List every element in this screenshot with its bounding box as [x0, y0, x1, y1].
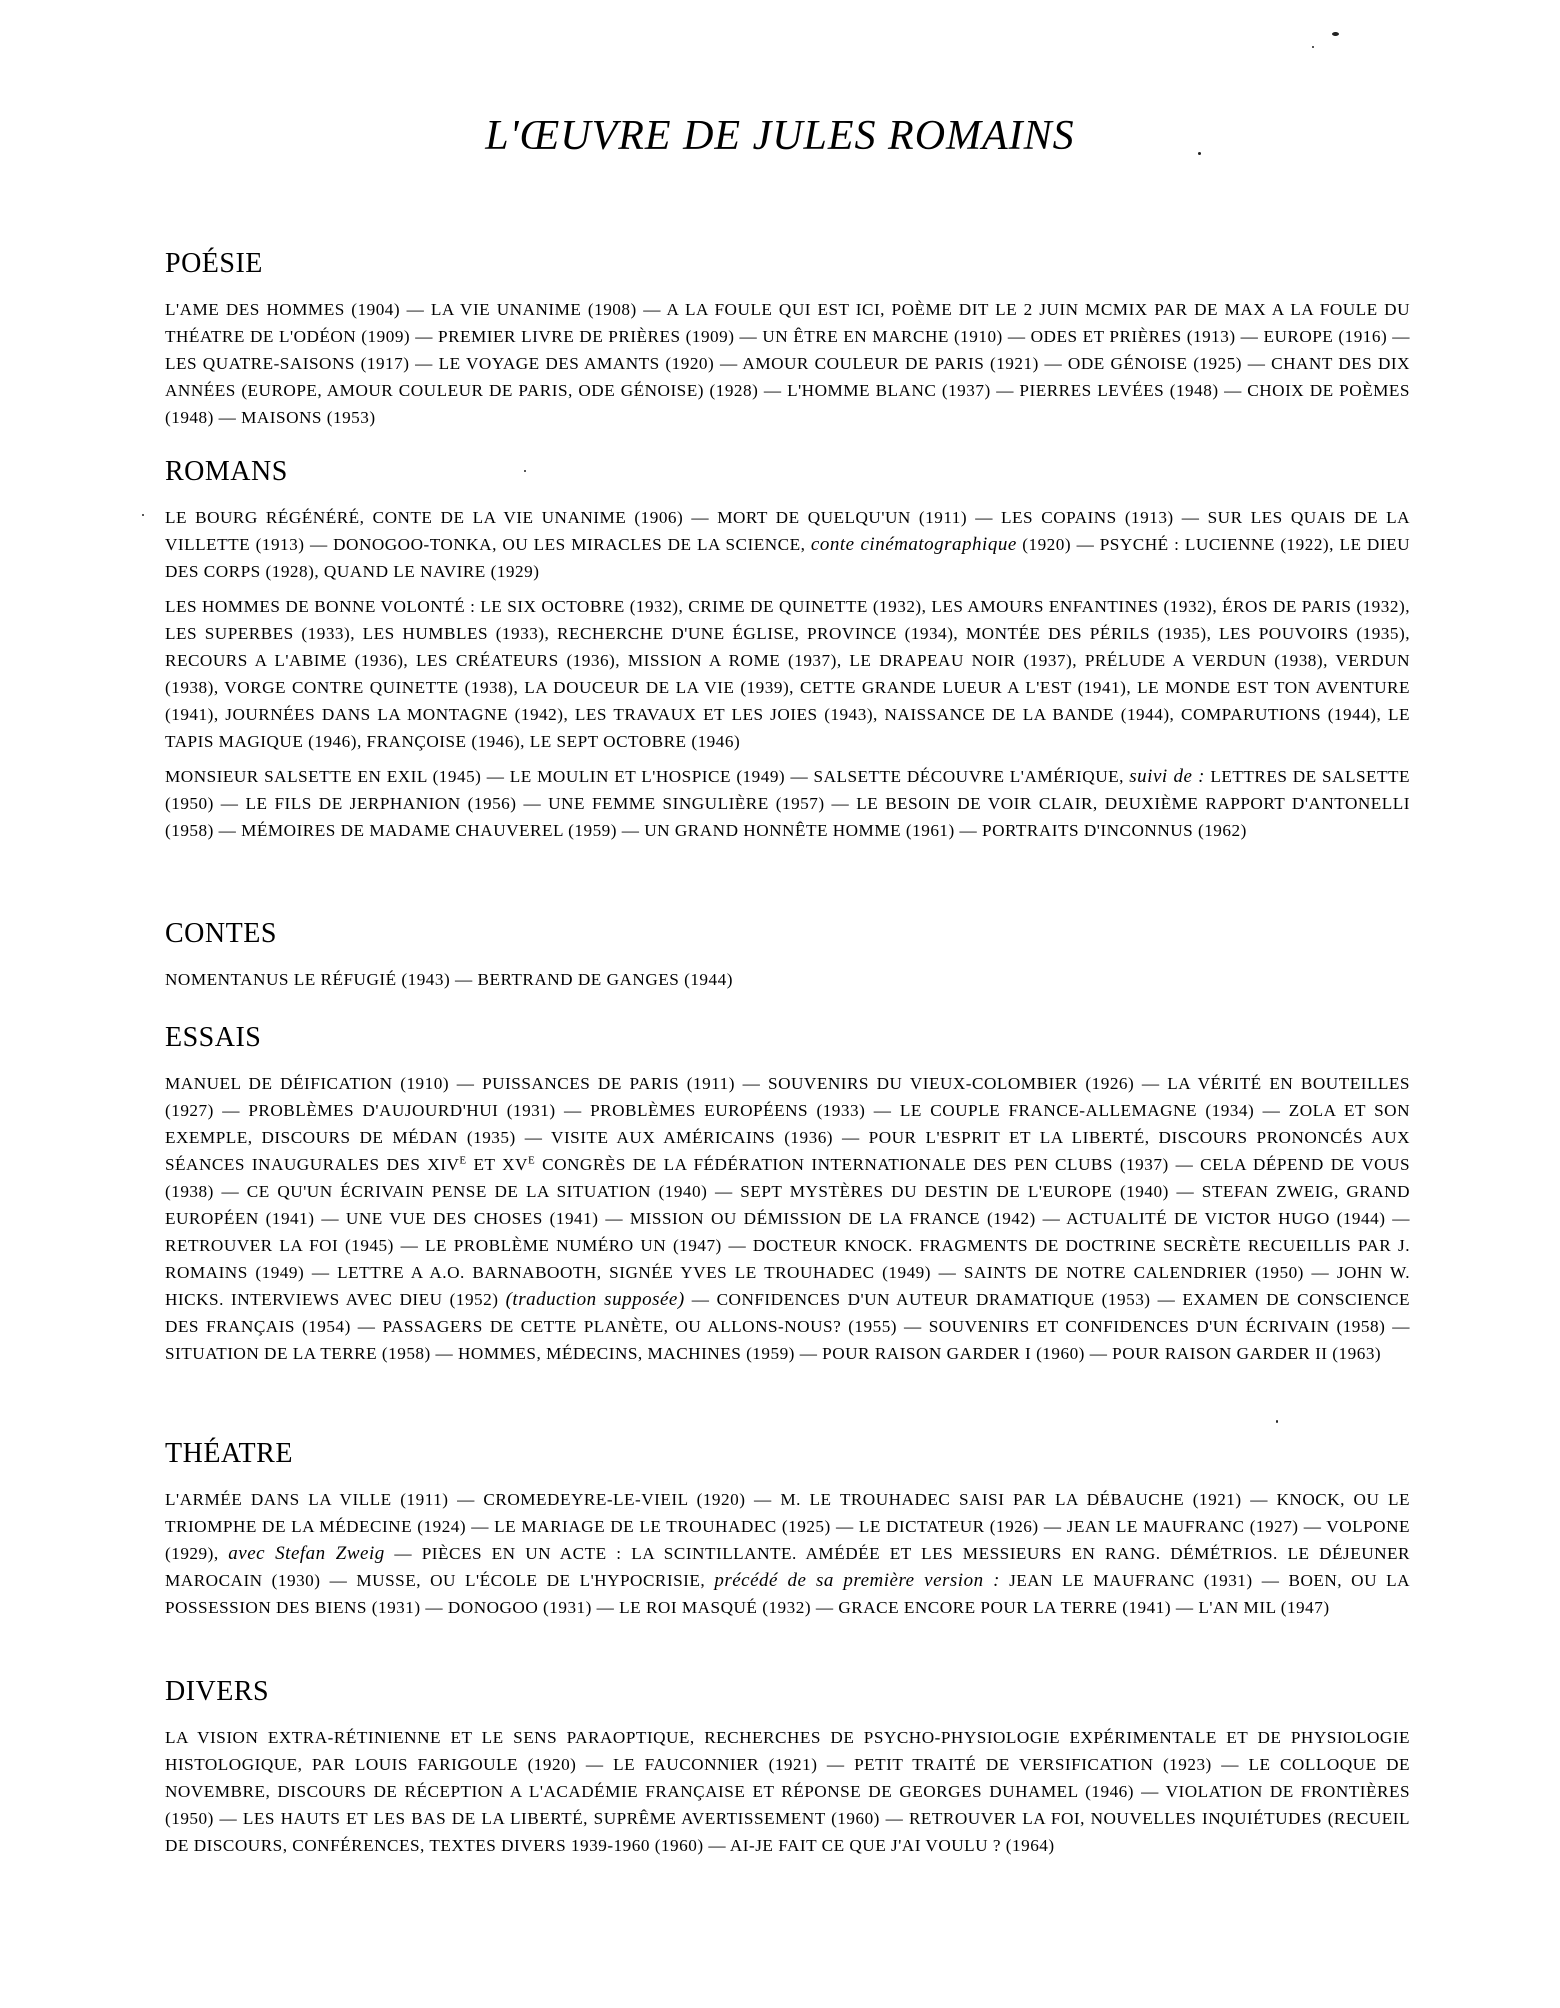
essais-text-a: MANUEL DE DÉIFICATION (1910) — PUISSANCES DE PARIS (1911) — SOUVENIRS DU VIEUX-COLOMBIER (1926) — LA VÉRITÉ EN BOUTEILLES (1927) — PROBLÈMES D'AUJOURD'HUI (1931) — PROBLÈMES EUROPÉENS (1933) — LE COUPLE FRANCE-ALLEMAGNE (1934) — ZOLA ET SON EXEMPLE, DISCOURS DE MÉDAN (1935) — VISITE AUX AMÉRICAINS (1936) — POUR L'ESPRIT ET LA LIBERTÉ, DISCOURS PRONONCÉS AUX SÉANCES INAUGURALES DES XIV [165, 1074, 1410, 1174]
essais-sup-1: E [459, 1154, 467, 1167]
essais-sup-2: E [527, 1154, 536, 1167]
essais-list [165, 1070, 1410, 1367]
section-heading-poesie: POÉSIE [165, 248, 263, 279]
scan-speck [1312, 46, 1314, 48]
section-divers [165, 1676, 1410, 1867]
romans-p3-italic: suivi de : [1129, 766, 1206, 787]
theatre-text-b: — PIÈCES EN UN ACTE : LA SCINTILLANTE. AMÉDÉE ET LES MESSIEURS EN RANG. DÉMÉTRIOS. LE DÉJEUNER MAROCAIN (1930) — MUSSE, OU L'ÉCOLE DE L'HYPOCRISIE, [165, 1544, 1411, 1590]
essais-text-b: ET XV [473, 1155, 528, 1174]
scan-speck [1198, 152, 1201, 155]
essais-italic: (traduction supposée) [505, 1289, 685, 1310]
romans-p1-text-a: LE BOURG RÉGÉNÉRÉ, CONTE DE LA VIE UNANIME (1906) — MORT DE QUELQU'UN (1911) — LES COPAINS (1913) — SUR LES QUAIS DE LA VILLETTE (1913) — DONOGOO-TONKA, OU LES MIRACLES DE LA SCIENCE, [165, 508, 1410, 554]
theatre-text-a: L'ARMÉE DANS LA VILLE (1911) — CROMEDEYRE-LE-VIEIL (1920) — M. LE TROUHADEC SAISI PAR LA DÉBAUCHE (1921) — KNOCK, OU LE TRIOMPHE DE LA MÉDECINE (1924) — LE MARIAGE DE LE TROUHADEC (1925) — LE DICTATEUR (1926) — JEAN LE MAUFRANC (1927) — VOLPONE (1929), [165, 1490, 1410, 1563]
scan-speck [1276, 1420, 1278, 1423]
romans-list-1 [165, 504, 1410, 585]
romans-list-3 [165, 763, 1410, 844]
essais-text-c: CONGRÈS DE LA FÉDÉRATION INTERNATIONALE DES PEN CLUBS (1937) — CELA DÉPEND DE VOUS (1938) — CE QU'UN ÉCRIVAIN PENSE DE LA SITUATION (1940) — SEPT MYSTÈRES DU DESTIN DE L'EUROPE (1940) — STEFAN ZWEIG, GRAND EUROPÉEN (1941) — UNE VUE DES CHOSES (1941) — MISSION OU DÉMISSION DE LA FRANCE (1942) — ACTUALITÉ DE VICTOR HUGO (1944) — RETROUVER LA FOI (1945) — LE PROBLÈME NUMÉRO UN (1947) — DOCTEUR KNOCK. FRAGMENTS DE DOCTRINE SECRÈTE RECUEILLIS PAR J. ROMAINS (1949) — LETTRE A A.O. BARNABOOTH, SIGNÉE YVES LE TROUHADEC (1949) — SAINTS DE NOTRE CALENDRIER (1950) — JOHN W. HICKS. INTERVIEWS AVEC DIEU (1952) [165, 1155, 1411, 1309]
theatre-list [165, 1486, 1410, 1621]
theatre-italic-2: précédé de sa première version : [714, 1570, 1000, 1591]
theatre-italic-1: avec Stefan Zweig [228, 1543, 385, 1564]
scan-speck [1332, 32, 1339, 36]
romans-p1-text-b: (1920) — PSYCHÉ : LUCIENNE (1922), LE DIEU DES CORPS (1928), QUAND LE NAVIRE (1929) [165, 535, 1410, 581]
section-heading-contes: CONTES [165, 918, 277, 949]
romans-list-2: LES HOMMES DE BONNE VOLONTÉ : LE SIX OCTOBRE (1932), CRIME DE QUINETTE (1932), LES AMOURS ENFANTINES (1932), ÉROS DE PARIS (1932), LES SUPERBES (1933), LES HUMBLES (1933), RECHERCHE D'UNE ÉGLISE, PROVINCE (1934), MONTÉE DES PÉRILS (1935), LES POUVOIRS (1935), RECOURS A L'ABIME (1936), LES CRÉATEURS (1936), MISSION A ROME (1937), LE DRAPEAU NOIR (1937), PRÉLUDE A VERDUN (1938), VERDUN (1938), VORGE CONTRE QUINETTE (1938), LA DOUCEUR DE LA VIE (1939), CETTE GRANDE LUEUR A L'EST (1941), LE MONDE EST TON AVENTURE (1941), JOURNÉES DANS LA MONTAGNE (1942), LES TRAVAUX ET LES JOIES (1943), NAISSANCE DE LA BANDE (1944), COMPARUTIONS (1944), LE TAPIS MAGIQUE (1946), FRANÇOISE (1946), LE SEPT OCTOBRE (1946) [165, 597, 1410, 751]
contes-list: NOMENTANUS LE RÉFUGIÉ (1943) — BERTRAND DE GANGES (1944) [165, 970, 733, 989]
romans-p1-italic: conte cinématographique [810, 534, 1017, 555]
poesie-list: L'AME DES HOMMES (1904) — LA VIE UNANIME (1908) — A LA FOULE QUI EST ICI, POÈME DIT LE 2 JUIN MCMIX PAR DE MAX A LA FOULE DU THÉATRE DE L'ODÉON (1909) — PREMIER LIVRE DE PRIÈRES (1909) — UN ÊTRE EN MARCHE (1910) — ODES ET PRIÈRES (1913) — EUROPE (1916) — LES QUATRE-SAISONS (1917) — LE VOYAGE DES AMANTS (1920) — AMOUR COULEUR DE PARIS (1921) — ODE GÉNOISE (1925) — CHANT DES DIX ANNÉES (EUROPE, AMOUR COULEUR DE PARIS, ODE GÉNOISE) (1928) — L'HOMME BLANC (1937) — PIERRES LEVÉES (1948) — CHOIX DE POÈMES (1948) — MAISONS (1953) [165, 300, 1410, 427]
theatre-text-c: JEAN LE MAUFRANC (1931) — BOEN, OU LA POSSESSION DES BIENS (1931) — DONOGOO (1931) — LE ROI MASQUÉ (1932) — GRACE ENCORE POUR LA TERRE (1941) — L'AN MIL (1947) [165, 1571, 1410, 1617]
section-poesie [165, 248, 1410, 439]
section-heading-essais: ESSAIS [165, 1022, 262, 1053]
divers-list: LA VISION EXTRA-RÉTINIENNE ET LE SENS PARAOPTIQUE, RECHERCHES DE PSYCHO-PHYSIOLOGIE EXPÉRIMENTALE ET DE PHYSIOLOGIE HISTOLOGIQUE, PAR LOUIS FARIGOULE (1920) — LE FAUCONNIER (1921) — PETIT TRAITÉ DE VERSIFICATION (1923) — LE COLLOQUE DE NOVEMBRE, DISCOURS DE RÉCEPTION A L'ACADÉMIE FRANÇAISE ET RÉPONSE DE GEORGES DUHAMEL (1946) — VIOLATION DE FRONTIÈRES (1950) — LES HAUTS ET LES BAS DE LA LIBERTÉ, SUPRÊME AVERTISSEMENT (1960) — RETROUVER LA FOI, NOUVELLES INQUIÉTUDES (RECUEIL DE DISCOURS, CONFÉRENCES, TEXTES DIVERS 1939-1960 (1960) — AI-JE FAIT CE QUE J'AI VOULU ? (1964) [165, 1728, 1410, 1855]
scan-speck [524, 470, 526, 472]
section-heading-romans: ROMANS [165, 456, 288, 487]
section-romans [165, 456, 1410, 852]
section-theatre [165, 1438, 1410, 1629]
section-heading-divers: DIVERS [165, 1676, 270, 1707]
romans-p3-text-b: LETTRES DE SALSETTE (1950) — LE FILS DE JERPHANION (1956) — UNE FEMME SINGULIÈRE (1957) — LE BESOIN DE VOIR CLAIR, DEUXIÈME RAPPORT D'ANTONELLI (1958) — MÉMOIRES DE MADAME CHAUVEREL (1959) — UN GRAND HONNÊTE HOMME (1961) — PORTRAITS D'INCONNUS (1962) [165, 767, 1411, 840]
romans-p3-text-a: MONSIEUR SALSETTE EN EXIL (1945) — LE MOULIN ET L'HOSPICE (1949) — SALSETTE DÉCOUVRE L'AMÉRIQUE, [165, 767, 1124, 786]
section-contes [165, 918, 1410, 1001]
page-title: L'ŒUVRE DE JULES ROMAINS [485, 113, 1075, 159]
section-essais [165, 1022, 1410, 1375]
essais-text-d: — CONFIDENCES D'UN AUTEUR DRAMATIQUE (1953) — EXAMEN DE CONSCIENCE DES FRANÇAIS (1954) — PASSAGERS DE CETTE PLANÈTE, OU ALLONS-NOUS? (1955) — SOUVENIRS ET CONFIDENCES D'UN ÉCRIVAIN (1958) — SITUATION DE LA TERRE (1958) — HOMMES, MÉDECINS, MACHINES (1959) — POUR RAISON GARDER I (1960) — POUR RAISON GARDER II (1963) [165, 1290, 1411, 1363]
scan-speck [142, 514, 144, 516]
section-heading-theatre: THÉATRE [165, 1438, 293, 1469]
